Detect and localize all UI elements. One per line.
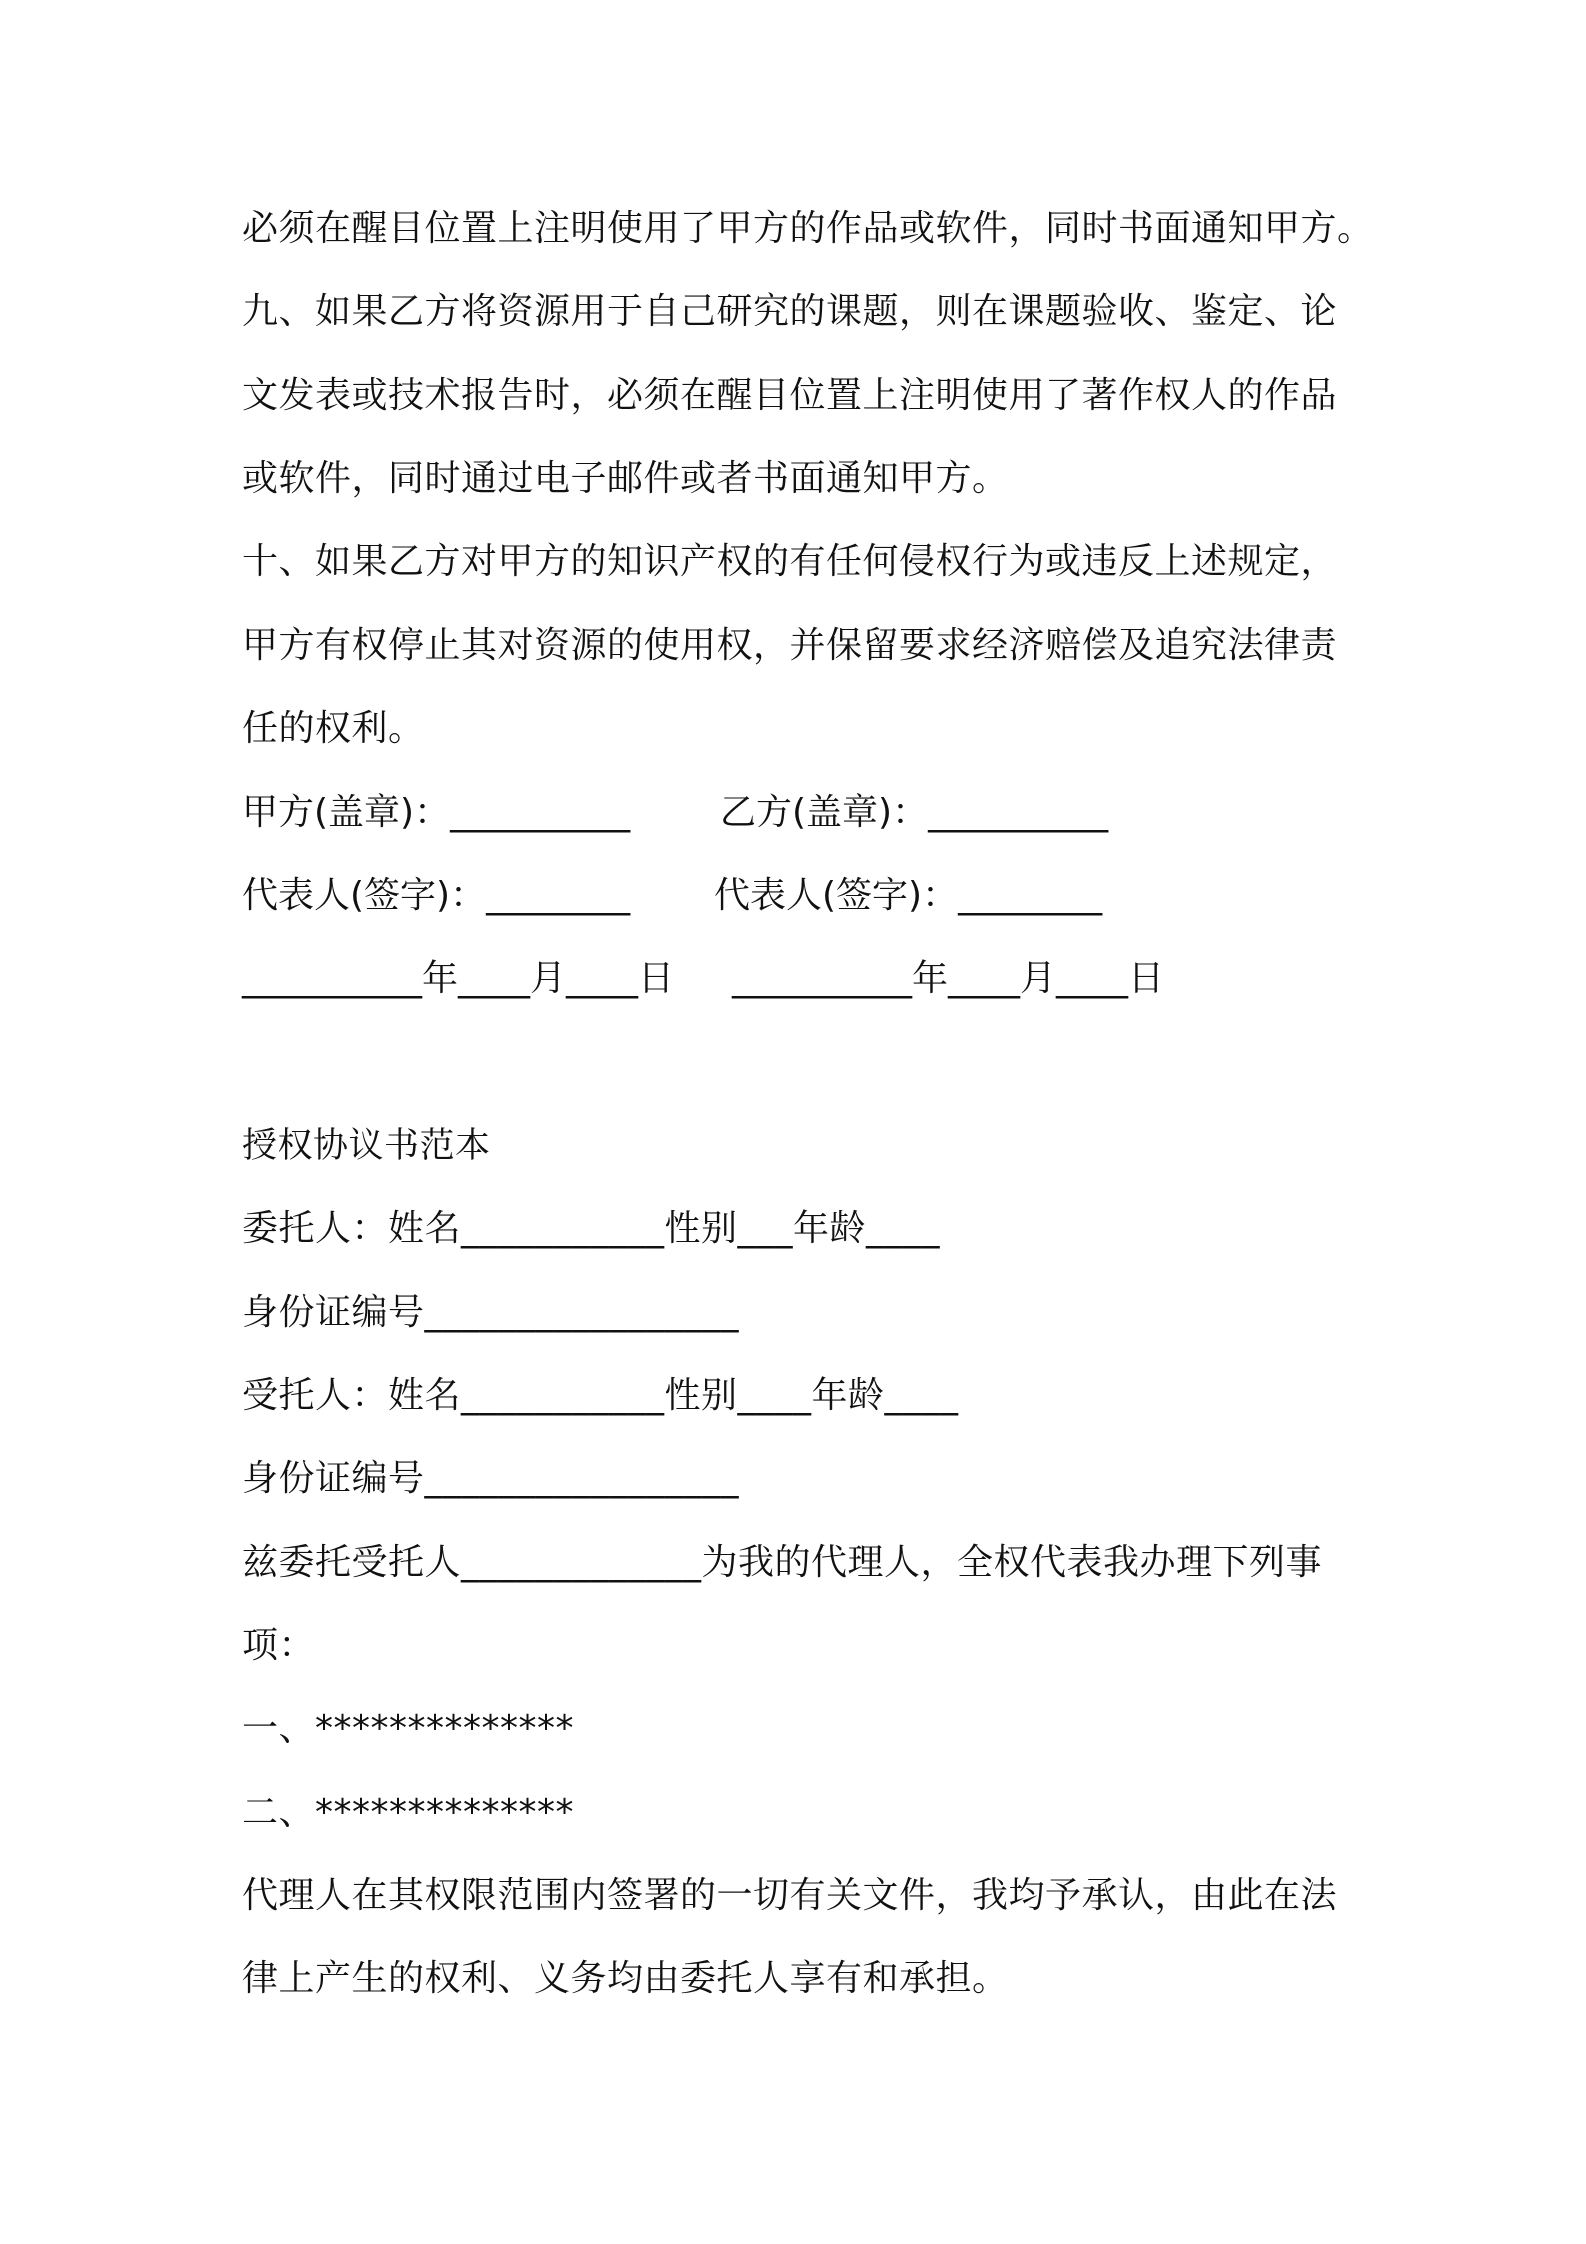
party-b-date: __________年____月____日 xyxy=(732,958,1164,999)
authorization-title: 授权协议书范本 xyxy=(242,1126,491,1166)
party-a-representative: 代表人(签字)：________ xyxy=(242,875,631,916)
clause-10-line-2: 甲方有权停止其对资源的使用权，并保留要求经济赔偿及追究法律责 xyxy=(242,625,1338,666)
matter-item-2: 二、************** xyxy=(242,1792,575,1833)
principal-id: 身份证编号_________________ xyxy=(242,1292,740,1333)
party-b-representative: 代表人(签字)：________ xyxy=(714,875,1103,916)
party-a-seal: 甲方(盖章)：__________ xyxy=(242,792,631,833)
matter-item-1: 一、************** xyxy=(242,1708,575,1749)
agent-id: 身份证编号_________________ xyxy=(242,1458,740,1499)
principal-info: 委托人：姓名___________性别___年龄____ xyxy=(242,1208,941,1249)
clause-10-line-3: 任的权利。 xyxy=(242,708,425,749)
closing-line-2: 律上产生的权利、义务均由委托人享有和承担。 xyxy=(242,1958,1009,1999)
entrust-line-2: 项： xyxy=(242,1625,316,1666)
clause-9-line-2: 文发表或技术报告时，必须在醒目位置上注明使用了著作权人的作品 xyxy=(242,375,1338,416)
party-b-seal: 乙方(盖章)：__________ xyxy=(720,792,1109,833)
party-a-date: __________年____月____日 xyxy=(242,958,674,999)
closing-line-1: 代理人在其权限范围内签署的一切有关文件，我均予承认，由此在法 xyxy=(242,1875,1338,1916)
clause-9-line-1: 九、如果乙方将资源用于自己研究的课题，则在课题验收、鉴定、论 xyxy=(242,291,1338,332)
clause-8-continuation: 必须在醒目位置上注明使用了甲方的作品或软件，同时书面通知甲方。 xyxy=(242,208,1374,249)
clause-9-line-3: 或软件，同时通过电子邮件或者书面通知甲方。 xyxy=(242,458,1009,499)
clause-10-line-1: 十、如果乙方对甲方的知识产权的有任何侵权行为或违反上述规定， xyxy=(242,541,1338,582)
agent-info: 受托人：姓名___________性别____年龄____ xyxy=(242,1375,959,1416)
entrust-line-1: 兹委托受托人_____________为我的代理人，全权代表我办理下列事 xyxy=(242,1542,1323,1583)
